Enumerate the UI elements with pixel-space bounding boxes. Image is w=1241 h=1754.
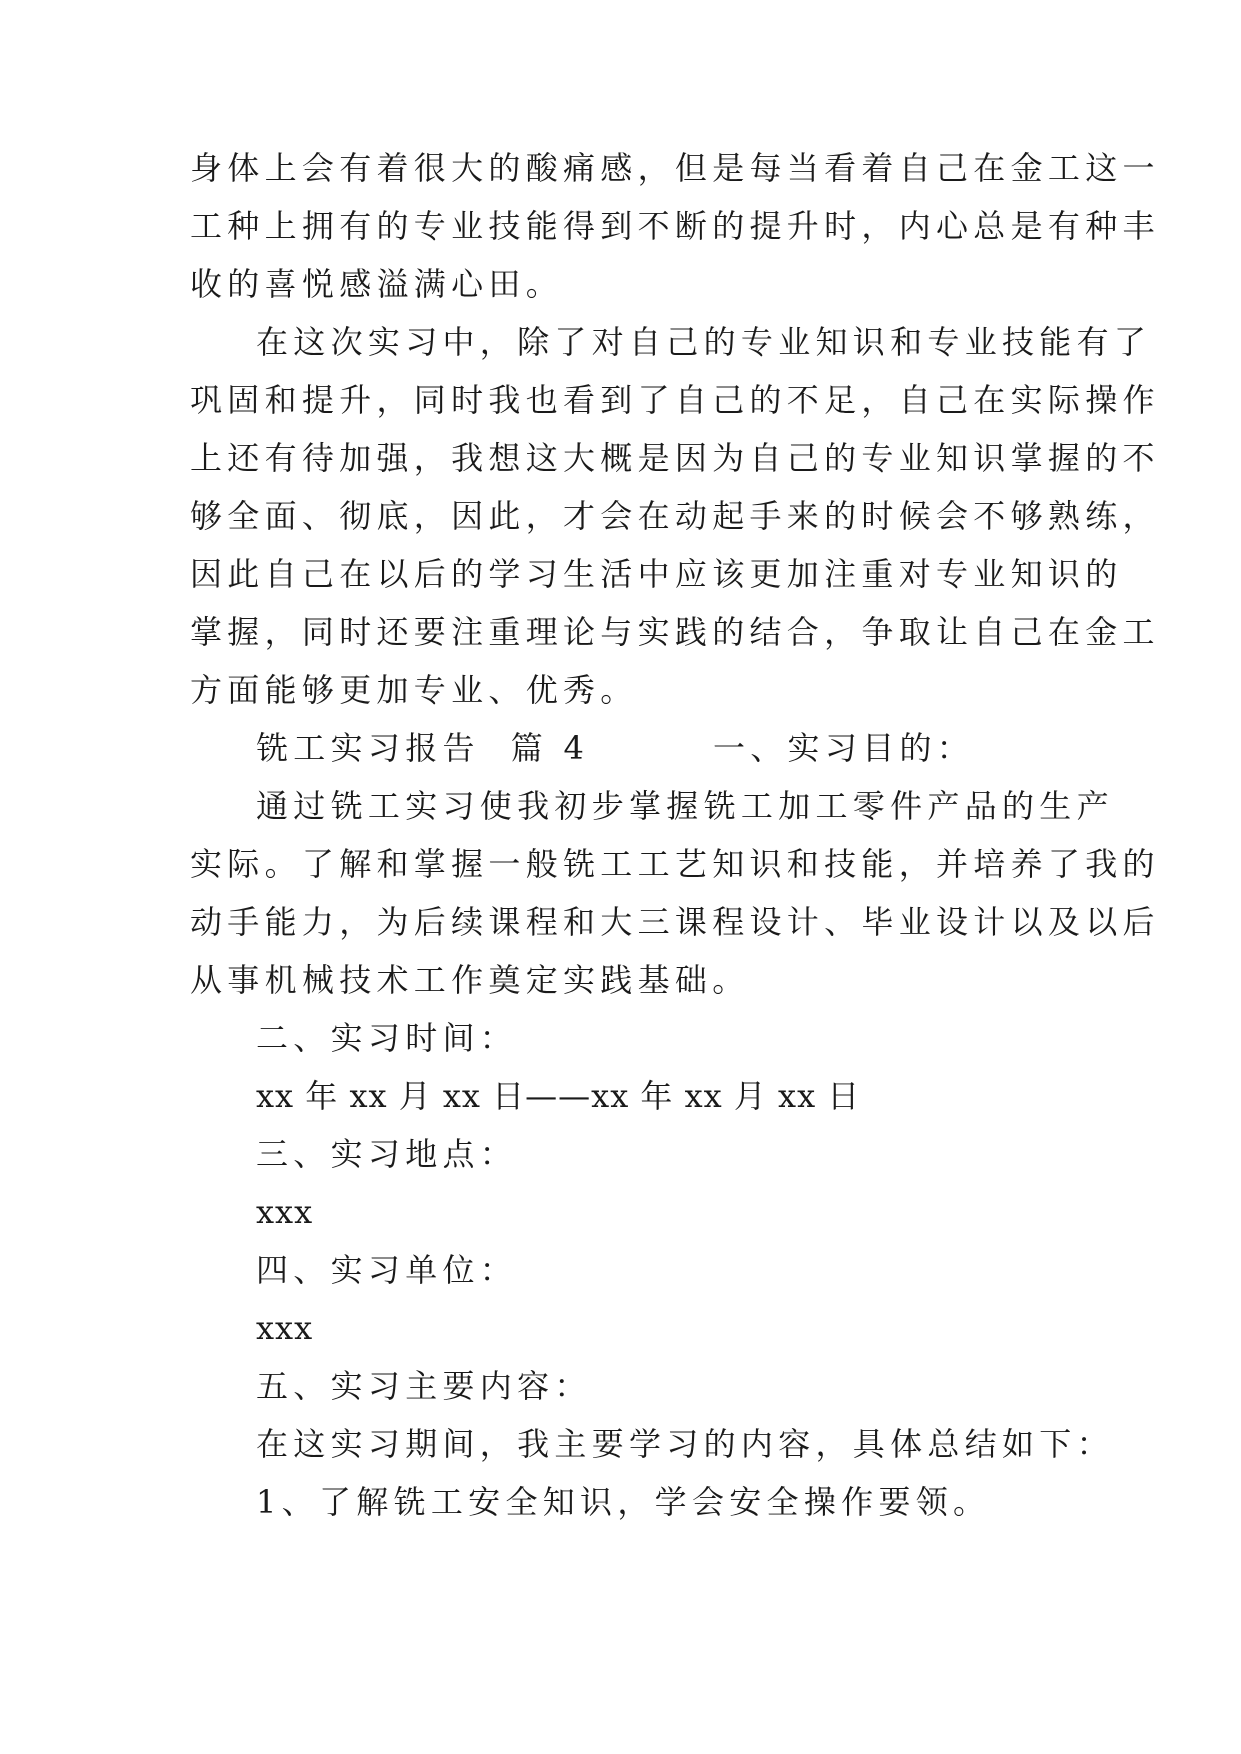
- paragraph-line: 身体上会有着很大的酸痛感，但是每当看着自己在金工这一: [190, 149, 1160, 187]
- time-value: xx 年 xx 月 xx 日——xx 年 xx 月 xx 日: [256, 1077, 861, 1115]
- paragraph-line: 在这次实习中，除了对自己的专业知识和专业技能有了: [256, 323, 1152, 361]
- paragraph-line: 上还有待加强，我想这大概是因为自己的专业知识掌握的不: [190, 439, 1160, 477]
- paragraph-line: 从事机械技术工作奠定实践基础。: [190, 961, 750, 999]
- section-heading: 铣工实习报告 篇 4 一、实习目的：: [256, 729, 975, 767]
- time-heading: 二、实习时间：: [256, 1019, 518, 1057]
- paragraph-line: 通过铣工实习使我初步掌握铣工加工零件产品的生产: [256, 787, 1114, 825]
- content-item: 1、了解铣工安全知识，学会安全操作要领。: [256, 1483, 991, 1521]
- paragraph-line: 掌握，同时还要注重理论与实践的结合，争取让自己在金工: [190, 613, 1160, 651]
- paragraph-line: 因此自己在以后的学习生活中应该更加注重对专业知识的: [190, 555, 1123, 593]
- place-value: xxx: [256, 1193, 314, 1231]
- paragraph-line: 动手能力，为后续课程和大三课程设计、毕业设计以及以后: [190, 903, 1160, 941]
- content-intro: 在这实习期间，我主要学习的内容，具体总结如下：: [256, 1425, 1114, 1463]
- paragraph-line: 方面能够更加专业、优秀。: [190, 671, 638, 709]
- paragraph-line: 实际。了解和掌握一般铣工工艺知识和技能，并培养了我的: [190, 845, 1160, 883]
- content-heading: 五、实习主要内容：: [256, 1367, 592, 1405]
- place-heading: 三、实习地点：: [256, 1135, 518, 1173]
- paragraph-line: 收的喜悦感溢满心田。: [190, 265, 564, 303]
- paragraph-line: 够全面、彻底，因此，才会在动起手来的时候会不够熟练，: [190, 497, 1160, 535]
- unit-value: xxx: [256, 1309, 314, 1347]
- paragraph-line: 巩固和提升，同时我也看到了自己的不足，自己在实际操作: [190, 381, 1160, 419]
- unit-heading: 四、实习单位：: [256, 1251, 518, 1289]
- paragraph-line: 工种上拥有的专业技能得到不断的提升时，内心总是有种丰: [190, 207, 1160, 245]
